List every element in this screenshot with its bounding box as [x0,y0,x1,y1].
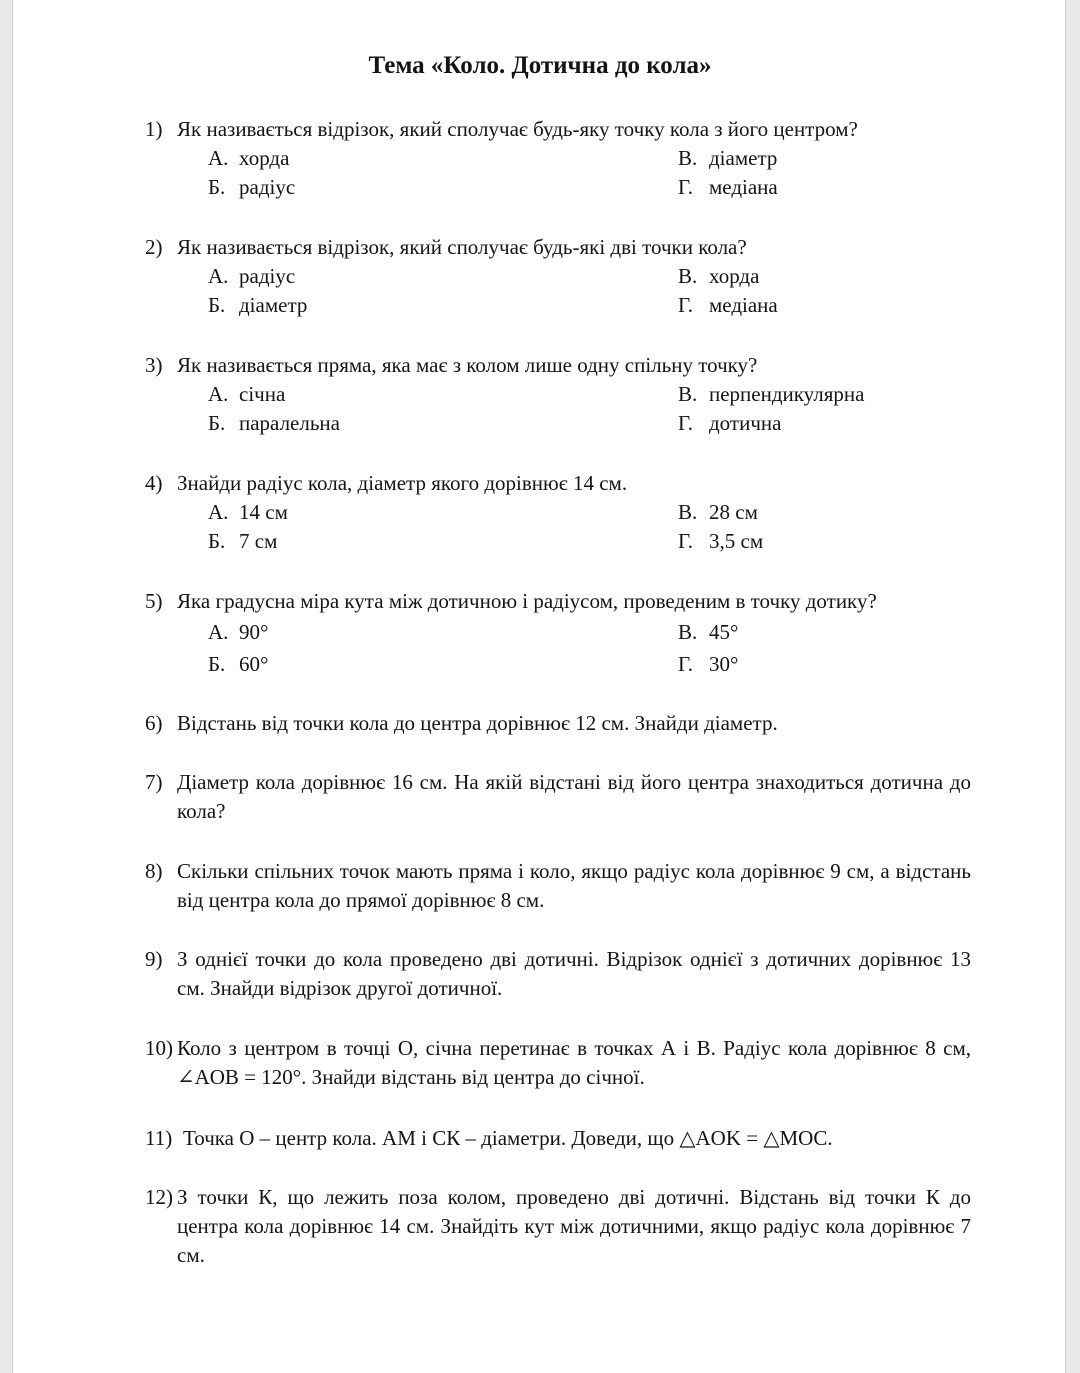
answer-options [208,262,971,320]
question-number: 1) [145,117,163,141]
question-text: Скільки спільних точок мають пряма і коло, якщо радіус кола дорівнює 9 см, а відстань від центра кола до прямої дорівнює 8 см. [177,859,971,912]
question-number: 12) [145,1185,173,1209]
document-page [12,0,1066,1373]
question-text: Знайди радіус кола, діаметр якого дорівнює 14 см. [177,471,628,495]
question-number: 4) [145,471,163,495]
question-text: Діаметр кола дорівнює 16 см. На якій відстані від його центра знаходиться дотична до кола? [177,770,971,823]
question-10 [145,1034,971,1092]
option-v: В. діаметр [678,146,778,170]
question-2 [145,233,971,320]
option-a: А. 90° [208,620,269,644]
page-title: Тема «Коло. Дотична до кола» [368,52,712,79]
option-a: А. хорда [208,146,290,170]
question-text: Як називається відрізок, який сполучає будь-які дві точки кола? [177,235,747,259]
option-v: В. 45° [678,620,739,644]
option-a: А. радіус [208,264,296,288]
question-text: Відстань від точки кола до центра дорівнює 12 см. Знайди діаметр. [177,711,778,735]
option-g: Г. медіана [678,175,778,199]
question-text: З точки К, що лежить поза колом, проведено дві дотичні. Відстань від точки К до центра кола дорівнює 14 см. Знайдіть кут між дотичними, якщо радіус кола дорівнює 7 см. [177,1185,971,1267]
option-b: Б. паралельна [208,411,340,435]
question-6 [145,709,971,738]
question-7 [145,768,971,826]
question-5 [145,587,971,680]
option-b: Б. 7 см [208,529,278,553]
option-a: А. січна [208,382,286,406]
question-number: 5) [145,589,163,613]
question-text: Яка градусна міра кута між дотичною і радіусом, проведеним в точку дотику? [177,589,877,613]
question-number: 11) [145,1126,173,1150]
answer-options [208,498,971,556]
option-b: Б. діаметр [208,293,308,317]
option-b: Б. радіус [208,175,296,199]
answer-options [208,380,971,438]
option-g: Г. 30° [678,652,739,676]
question-text: Як називається пряма, яка має з колом лише одну спільну точку? [177,353,758,377]
question-number: 9) [145,947,163,971]
question-12 [145,1183,971,1270]
question-number: 2) [145,235,163,259]
question-9 [145,945,971,1003]
question-1 [145,115,971,202]
question-text: Коло з центром в точці О, січна перетинає в точках А і В. Радіус кола дорівнює 8 см, ∠AOB = 120°. Знайди відстань від центра до січної. [177,1036,971,1089]
question-8 [145,857,971,915]
answer-options [208,616,971,680]
question-number: 3) [145,353,163,377]
option-v: В. хорда [678,264,760,288]
question-number: 6) [145,711,163,735]
option-v: В. 28 см [678,500,758,524]
question-3 [145,351,971,438]
question-4 [145,469,971,556]
option-g: Г. 3,5 см [678,529,764,553]
question-11 [145,1124,971,1153]
question-text: Точка О – центр кола. АМ і СК – діаметри. Доведи, що △AOK = △MOC. [183,1126,833,1150]
option-v: В. перпендикулярна [678,382,865,406]
option-g: Г. дотична [678,411,782,435]
question-number: 10) [145,1036,173,1060]
question-text: Як називається відрізок, який сполучає будь-яку точку кола з його центром? [177,117,858,141]
option-g: Г. медіана [678,293,778,317]
question-number: 8) [145,859,163,883]
answer-options [208,144,971,202]
question-number: 7) [145,770,163,794]
question-text: З однієї точки до кола проведено дві дотичні. Відрізок однієї з дотичних дорівнює 13 см. Знайди відрізок другої дотичної. [177,947,971,1000]
option-b: Б. 60° [208,652,269,676]
option-a: А. 14 см [208,500,288,524]
